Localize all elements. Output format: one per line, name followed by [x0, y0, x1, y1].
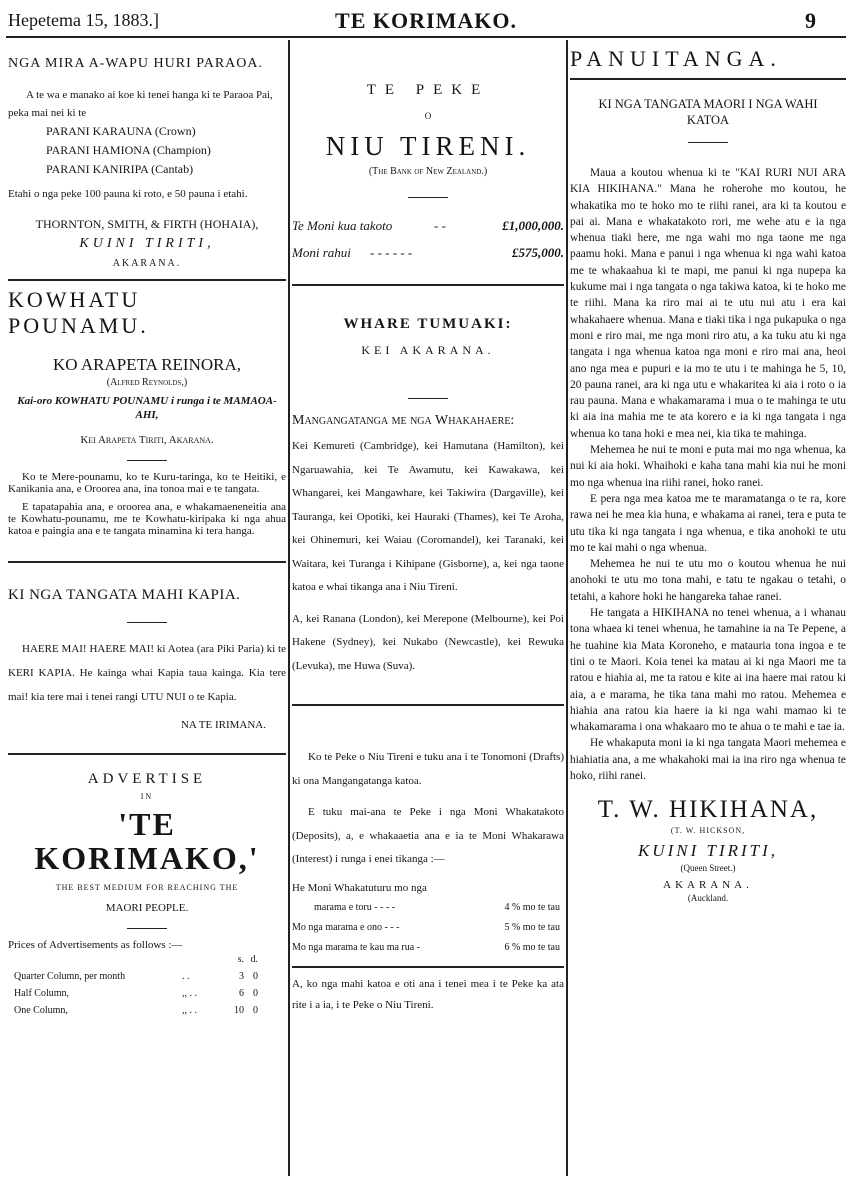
agent-street-english: (Queen Street.) — [680, 863, 736, 874]
ad-heading: NGA MIRA A-WAPU HURI PARAOA. — [8, 56, 264, 71]
price-row: One Column, ,, . . 10 0 — [14, 1005, 258, 1016]
ad-note: Etahi o nga peke 100 pauna ki roto, e 50 pauna i etahi. — [8, 188, 248, 200]
agent-english-name: (T. W. HICKSON, — [670, 826, 746, 836]
newspaper-title: TE KORIMAKO. — [335, 8, 517, 33]
gum-diggers-ad — [8, 587, 286, 731]
short-rule — [408, 197, 448, 198]
column-divider — [566, 40, 568, 1176]
firm-town: AKARANA. — [112, 258, 182, 269]
section-rule — [570, 78, 846, 80]
notice-subheading: KI NGA TANGATA MAORI I NGA WAHI KATOA — [598, 97, 818, 127]
agent-town: AKARANA. — [663, 879, 753, 892]
short-rule — [127, 460, 167, 461]
branches-abroad: A, kei Ranana (London), kei Merepone (Melbourne), kei Poi Hakene (Sydney), kei Nukabo (Newcastle), kei Rewuka (Levuka), me Huwa (Suva). — [292, 612, 564, 672]
section-rule — [292, 704, 564, 706]
capital-label: Te Moni kua takoto — [292, 218, 393, 233]
shillings-header: s. — [237, 954, 244, 965]
ad-heading: KOWHATU POUNAMU. — [8, 287, 149, 338]
masthead-rule — [6, 36, 846, 38]
short-rule — [408, 398, 448, 399]
ad-name: KO ARAPETA REINORA, — [52, 355, 241, 374]
capital-dashes: - - — [434, 218, 446, 233]
short-rule — [127, 622, 167, 623]
price-row: Quarter Column, per month . . 3 0 — [14, 971, 258, 982]
brand-item: PARANI KARAUNA (Crown) — [46, 124, 196, 138]
rate-row: Mo nga marama e ono - - - 5 % mo te tau — [292, 921, 560, 933]
deposits-paragraph: E tuku mai-ana te Peke i nga Moni Whakatakoto (Deposits), a, e whakaaetia ana e ia te Moni Whakarawa (Interest) i runga i enei tikanga :— — [292, 806, 564, 865]
rates-intro: He Moni Whakatuturu mo nga — [292, 881, 427, 894]
reserve-dashes: - - - - - - — [370, 245, 413, 260]
rate-row: marama e toru - - - - 4 % mo te tau — [314, 901, 560, 913]
capital-value: £1,000,000. — [502, 218, 564, 233]
ad-alias: (Alfred Reynolds,) — [106, 377, 188, 388]
bank-name: NIU TIRENI. — [325, 131, 531, 161]
notice-paragraph: Mehemea he nui te moni e puta mai mo nga whenua, ka nui ki aia hoki. Whaihoki e kaha tana mahi kia nui he moni mo nga whenua ina riihi ranei, hoko ranei. — [570, 444, 846, 489]
advertise-notice — [8, 771, 286, 1019]
column-middle — [292, 40, 564, 1175]
firm-name: THORNTON, SMITH, & FIRTH (HOHAIA), — [35, 217, 259, 231]
ad-paragraph: E tapatapahia ana, e oroorea ana, e whakamaeneneitia ana te Kowhatu-pounamu, me te Kowhatu-kiripaka ki nga ahua katoa e paingia ana e te tangata minamina ki tera hanga. — [8, 501, 286, 537]
notice-paragraph: He tangata a HIKIHANA no tenei whenua, a i whanau tona whaea ki tenei whenua, he tamahine ia na Te Pepene, a he tuahine kia Mata Koroneho, e matauria tona ingoa e te tini o te Maori. Koia tenei ka matau ai ki nga Maori me ta ratou e hiahia ai, me ta ratou e kite ai ina haere mai ratou ki aia, a e marama, he tika tana mahi mo ratou. Mehemea e hiahia ana ratou kia haere ia ki nga wahi mamao ki te whakamarama i ona whakaaro mo te ahua o te mahi e tae ia. — [570, 607, 846, 734]
advertise-label: ADVERTISE — [87, 771, 207, 787]
notice-paragraph: Mehemea he nui te utu mo o koutou whenua he nui anohoki te utu mo tona mahi, e tatu te ngakau o tetahi, o tetahi, a kahore hoki he hangareka tahae ranei. — [570, 558, 846, 603]
greenstone-ad — [8, 287, 286, 537]
column-divider — [288, 40, 290, 1176]
price-row: Half Column, ,, . . 6 0 — [14, 988, 258, 999]
paper-name: 'TE KORIMAKO,' — [34, 806, 260, 876]
agent-name: T. W. HIKIHANA, — [597, 796, 819, 824]
ad-heading: KI NGA TANGATA MAHI KAPIA. — [8, 587, 241, 603]
page-number: 9 — [805, 8, 816, 33]
capital-row — [292, 212, 564, 239]
closing-paragraph: A, ko nga mahi katoa e oti ana i tenei mea i te Peke ka ata rite i a ia, i te Peke o Niu Tireni. — [292, 977, 564, 1011]
bank-te-peke: TE PEKE — [366, 82, 490, 98]
notice-body — [570, 165, 846, 784]
head-office-location: KEI AKARANA. — [361, 343, 495, 357]
flour-mill-ad — [8, 56, 286, 269]
price-header — [8, 951, 286, 968]
brand-item: PARANI HAMIONA (Champion) — [46, 143, 211, 157]
agent-town-english: (Auckland. — [687, 893, 729, 904]
bank-o: O — [424, 111, 432, 121]
ad-paragraph: Ko te Mere-pounamu, ko te Kuru-taringa, ko te Heitiki, e Kanikania ana, e Oroorea ana, ina tonoa mai e te tangata. — [8, 471, 286, 495]
ad-signature: NA TE IRIMANA. — [180, 719, 266, 731]
ad-body: HAERE MAI! HAERE MAI! ki Aotea (ara Piki Paria) ki te KERI KAPIA. He kainga whai Kapia taua kainga. Kia tere mai! kia tere mai i tenei rangi UTU NUI o te Kapia. — [8, 643, 286, 703]
in-label: IN — [140, 792, 154, 801]
pence-header: d. — [250, 954, 258, 965]
ad-intro: A te wa e manako ai koe ki tenei hanga ki te Paraoa Pai, peka mai nei ki te — [8, 89, 273, 119]
people-label: MAORI PEOPLE. — [105, 902, 189, 914]
medium-label: THE BEST MEDIUM FOR REACHING THE — [55, 883, 239, 892]
section-rule — [292, 966, 564, 968]
notice-paragraph: E pera nga mea katoa me te maramatanga o te ra, kore rawa nei he mea kia huna, e whakama ai ranei, tera e puta te utu tika ki nga tangata i nga whenua, e tika anohoki te utu mo te kai mahi o nga whenua. — [570, 492, 846, 554]
reserve-row — [292, 239, 564, 266]
reserve-value: £575,000. — [512, 245, 564, 260]
notice-heading: PANUITANGA. — [570, 46, 782, 71]
head-office-label: WHARE TUMUAKI: — [343, 316, 513, 332]
ad-tagline: Kai-oro KOWHATU POUNAMU i runga i te MAMAOA-AHI, — [17, 395, 277, 421]
agent-street: KUINI TIRITI, — [637, 841, 779, 861]
issue-date: Hepetema 15, 1883.] — [8, 10, 159, 30]
bank-english-name: (The Bank of New Zealand.) — [368, 166, 488, 177]
column-left — [8, 40, 286, 1175]
reserve-label: Moni rahui — [292, 245, 351, 260]
prices-label: Prices of Advertisements as follows :— — [8, 939, 183, 951]
firm-street: KUINI TIRITI, — [79, 236, 215, 251]
branches-nz: Kei Kemureti (Cambridge), kei Hamutana (Hamilton), kei Ngaruawahia, kei Te Awamutu, kei Kawakawa, kei Whangarei, kei Mangawhare, kei Takiwira (Dargaville), kei Tauranga, kei Opotiki, kei Hauraki (Thames), kei Te Aroha, kei Ohinemuri, kei Waiau (Coromandel), kei Taranaki, kei Waitara, kei Turanga i Kihipane (Gisborne), a, kei nga taone katoa e whai tikanga ana i Niu Tireni. — [292, 440, 564, 593]
column-right — [570, 40, 846, 1175]
ad-divider — [8, 561, 286, 563]
ad-divider — [8, 279, 286, 281]
drafts-paragraph: Ko te Peke o Niu Tireni e tuku ana i te Tonomoni (Drafts) ki ona Mangangatanga katoa. — [292, 751, 564, 787]
short-rule — [688, 142, 728, 143]
ad-address: Kei Arapeta Tiriti, Akarana. — [80, 434, 214, 446]
masthead — [0, 0, 852, 40]
brand-item: PARANI KANIRIPA (Cantab) — [46, 162, 194, 176]
notice-paragraph: He whakaputa moni ia ki nga tangata Maori mehemea e hiahiatia ana, a me whakahoki mai ia ina riro nga whenua te hoko, riihi ranei. — [570, 737, 846, 782]
short-rule — [127, 928, 167, 929]
notice-paragraph: Maua a koutou whenua ki te "KAI RURI NUI ARA KIA HIKIHANA." Mana he roherohe mo koutou, he whakatika mo te hoko mo te riihi ranei, ara ki ta koutou e pai ai. Mana e whakatakoto rori, me wehe atu e ia nga whenua tiaki here, me nga wahi mo nga taone me nga paamu hoki. Mana e panui i nga whenua ki nga wahi katoa me te whakaahua ki te mapi, me panui ki nga nupepa ka kukume mai i nga tangata o nga takiwa katoa, ki te hoko me te riihi. Mana ka riro mai ai te utu nui atu i era kai whakahaere whenua. Mana e tiaki tika i nga pukapuka o nga moni e riro mai, me nga moni riro atu, a ka tuku atu ki nga tangata i nga whenua katoa nga moni e riro mai ana, heoi ano nga mea e pupuri e ia mo te utu i te mahinga he 5, 10, 20 pauna ranei, ara ki nga utu e whakaritea ki aia i roto o ia rau pauna. Mana e whakamarama i mua o te mahinga te utu ki aia ina mahia me te ata korero e ia ki nga tangata i nga whenua ko tana hoki e mea nei, kia tika te mahinga. — [570, 167, 846, 440]
section-rule — [292, 284, 564, 286]
branches-heading: Mangangatanga me nga Whakahaere: — [292, 413, 515, 428]
rate-row: Mo nga marama te kau ma rua - 6 % mo te tau — [292, 941, 560, 953]
ad-divider — [8, 753, 286, 755]
